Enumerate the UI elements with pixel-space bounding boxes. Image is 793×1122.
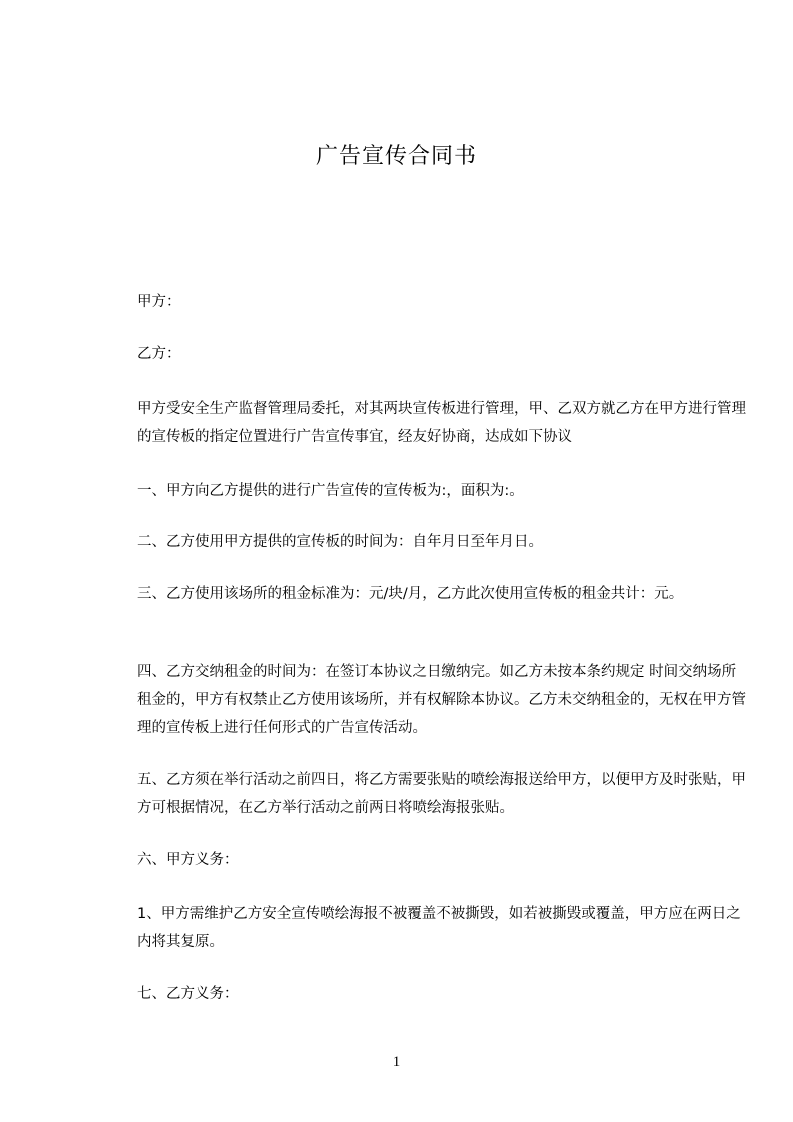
clause-4: 四、乙方交纳租金的时间为：在签订本协议之日缴纳完。如乙方未按本条约规定 时间交纳场所租金的，甲方有权禁止乙方使用该场所，并有权解除本协议。乙方未交纳租金的，无权在甲方管理的宣传板上进行任何形式的广告宣传活动。 [137,664,746,736]
document-title: 广告宣传合同书 [315,144,477,169]
clause-6-item-1: 1、甲方需维护乙方安全宣传喷绘海报不被覆盖不被撕毁，如若被撕毁或覆盖，甲方应在两日之内将其复原。 [137,906,741,950]
clause-7-heading: 七、乙方义务： [137,986,239,1002]
intro-paragraph: 甲方受安全生产监督管理局委托，对其两块宣传板进行管理，甲、乙双方就乙方在甲方进行管理的宣传板的指定位置进行广告宣传事宜，经友好协商，达成如下协议 [137,401,746,445]
clause-6-heading: 六、甲方义务： [137,852,239,868]
clause-5: 五、乙方须在举行活动之前四日，将乙方需要张贴的喷绘海报送给甲方，以便甲方及时张贴，甲方可根据情况，在乙方举行活动之前两日将喷绘海报张贴。 [137,772,746,816]
party-a-line: 甲方： [137,294,181,310]
clause-2: 二、乙方使用甲方提供的宣传板的时间为：自年月日至年月日。 [137,534,543,550]
clause-1: 一、甲方向乙方提供的进行广告宣传的宣传板为:，面积为:。 [137,483,524,499]
page-number: 1 [392,1054,401,1070]
clause-3: 三、乙方使用该场所的租金标准为：元/块/月，乙方此次使用宣传板的租金共计：元。 [137,586,684,602]
party-b-line: 乙方： [137,346,181,362]
